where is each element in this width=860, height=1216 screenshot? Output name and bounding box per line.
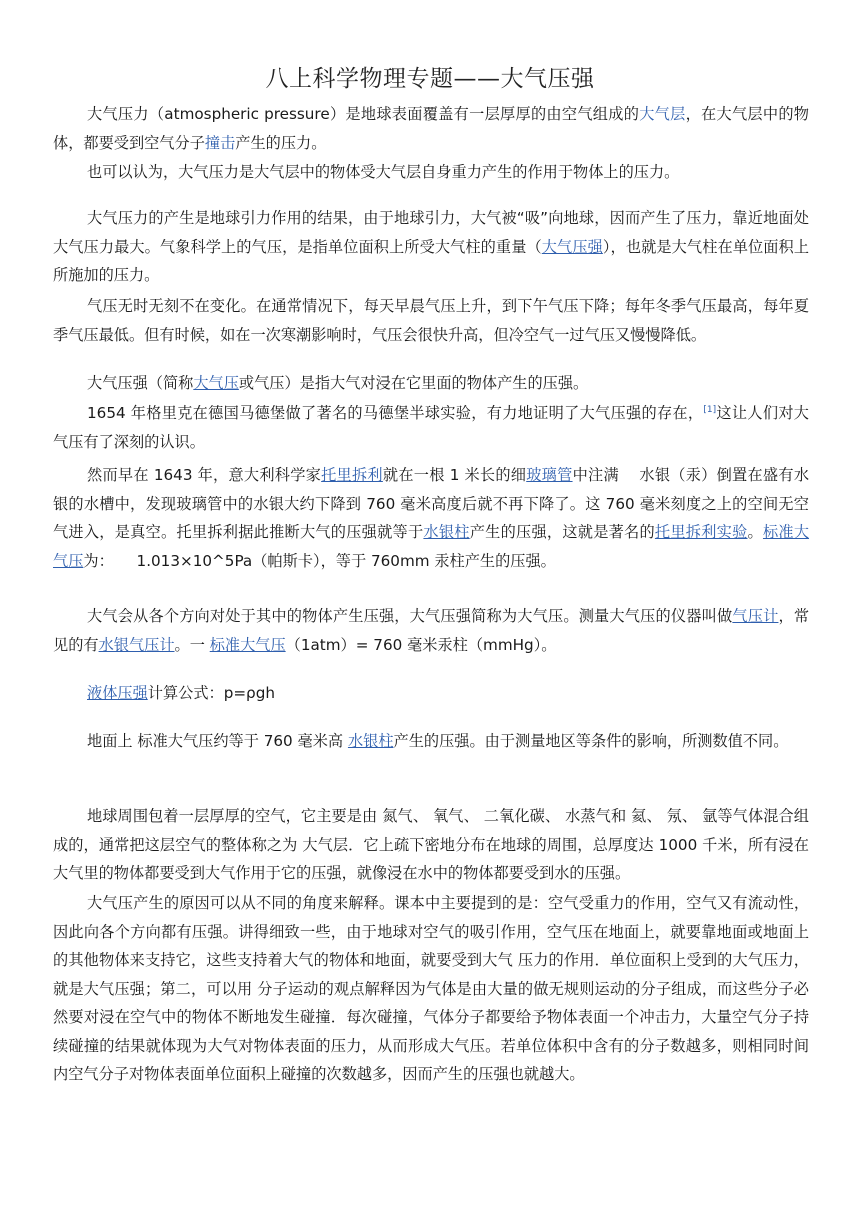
paragraph-pressure-variation: 气压无时无刻不在变化。在通常情况下，每天早晨气压上升，到下午气压下降；每年冬季气压最高，每年夏季气压最低。但有时候，如在一次寒潮影响时，气压会很快升高，但冷空气一过气压又慢慢降低。: [53, 297, 809, 344]
paragraph-air-composition: 地球周围包着一层厚厚的空气，它主要是由 氮气、 氧气、 二氧化碳、 水蒸气和 氦、 氖、 氩等气体混合组成的，通常把这层空气的整体称之为 大气层．它上疏下密地分布在地球的周围，总厚度达 1000 千米，所有浸在大气里的物体都要受到大气作用于它的压强，就像浸在水中的物体都要受到水的压强。: [53, 807, 809, 882]
paragraph-pressure-causes: 大气压产生的原因可以从不同的角度来解释。课本中主要提到的是：空气受重力的作用，空气又有流动性，因此向各个方向都有压强。讲得细致一些，由于地球对空气的吸引作用，空气压在地面上，就要靠地面或地面上的其他物体来支持它，这些支持着大气的物体和地面，就要受到大气 压力的作用．单位面积上受到的大气压力，就是大气压强；第二，可以用 分子运动的观点解释因为气体是由大量的做无规则运动的分子组成，而这些分子必然要对浸在空气中的物体不断地发生碰撞．每次碰撞，气体分子都要给予物体表面一个冲击力，大量空气分子持续碰撞的结果就体现为大气对物体表面的压力，从而形成大气压。若单位体积中含有的分子数越多，则相同时间内空气分子对物体表面单位面积上碰撞的次数越多，因而产生的压强也就越大。: [53, 894, 809, 1083]
link-atmospheric-pressure[interactable]: 大气压强: [541, 237, 603, 256]
paragraph-pressure-definition: 大气压强（简称大气压或气压）是指大气对浸在它里面的物体产生的压强。: [87, 374, 589, 392]
paragraph-torricelli: 然而早在 1643 年，意大利科学家托里拆利就在一根 1 米长的细玻璃管中注满 水银（汞）倒置在盛有水银的水槽中，发现玻璃管中的水银大约下降到 760 毫米高度后就不再下降了。这 760 毫米刻度之上的空间无空气进入，是真空。托里拆利据此推断大气的压强就等于水银柱产生的压强，这就是著名的托里拆利实验。标准大气压为： 1.013×10^5Pa（帕斯卡），等于 760mm 汞柱产生的压强。: [53, 466, 810, 570]
document-title: 八上科学物理专题——大气压强: [265, 66, 595, 92]
link-mercury-barometer[interactable]: 水银气压计: [98, 635, 175, 654]
link-mercury-column[interactable]: 水银柱: [423, 523, 470, 541]
link-collision[interactable]: 撞击: [204, 133, 236, 152]
paragraph-atmospheric-pressure-definition: 大气压力（atmospheric pressure）是地球表面覆盖有一层厚厚的由空气组成的大气层，在大气层中的物体，都要受到空气分子撞击产生的压力。: [53, 105, 809, 152]
link-standard-atmosphere[interactable]: 标准大气压: [53, 523, 810, 570]
paragraph-barometer: 大气会从各个方向对处于其中的物体产生压强，大气压强简称为大气压。测量大气压的仪器叫做气压计，常见的有水银气压计。一 标准大气压（1atm）= 760 毫米汞柱（mmHg）。: [53, 607, 810, 654]
paragraph-magdeburg: 1654 年格里克在德国马德堡做了著名的马德堡半球实验，有力地证明了大气压强的存在，[1]这让人们对大气压有了深刻的认识。: [53, 404, 809, 451]
citation-1[interactable]: [1]: [703, 405, 717, 415]
link-standard-atmosphere-2[interactable]: 标准大气压: [209, 635, 286, 654]
link-air-pressure[interactable]: 大气压: [193, 374, 239, 392]
link-mercury-column-2[interactable]: 水银柱: [347, 732, 394, 750]
link-torricelli-experiment[interactable]: 托里拆利实验: [654, 523, 748, 541]
link-atmosphere[interactable]: 大气层: [639, 105, 686, 123]
link-torricelli[interactable]: 托里拆利: [321, 466, 383, 484]
paragraph-gravity-cause: 大气压力的产生是地球引力作用的结果，由于地球引力，大气被“吸”向地球，因而产生了压力，靠近地面处大气压力最大。气象科学上的气压，是指单位面积上所受大气柱的重量（大气压强），也就是大气柱在单位面积上所施加的压力。: [53, 209, 810, 284]
link-glass-tube[interactable]: 玻璃管: [526, 466, 573, 484]
link-barometer[interactable]: 气压计: [732, 607, 779, 625]
paragraph-ground-level-pressure: 地面上 标准大气压约等于 760 毫米高 水银柱产生的压强。由于测量地区等条件的影响，所测数值不同。: [87, 732, 789, 750]
paragraph-liquid-pressure-formula: 液体压强计算公式：p=ρgh: [87, 684, 275, 702]
paragraph-alternative-view: 也可以认为，大气压力是大气层中的物体受大气层自身重力产生的作用于物体上的压力。: [87, 163, 680, 181]
link-liquid-pressure[interactable]: 液体压强: [87, 684, 148, 702]
